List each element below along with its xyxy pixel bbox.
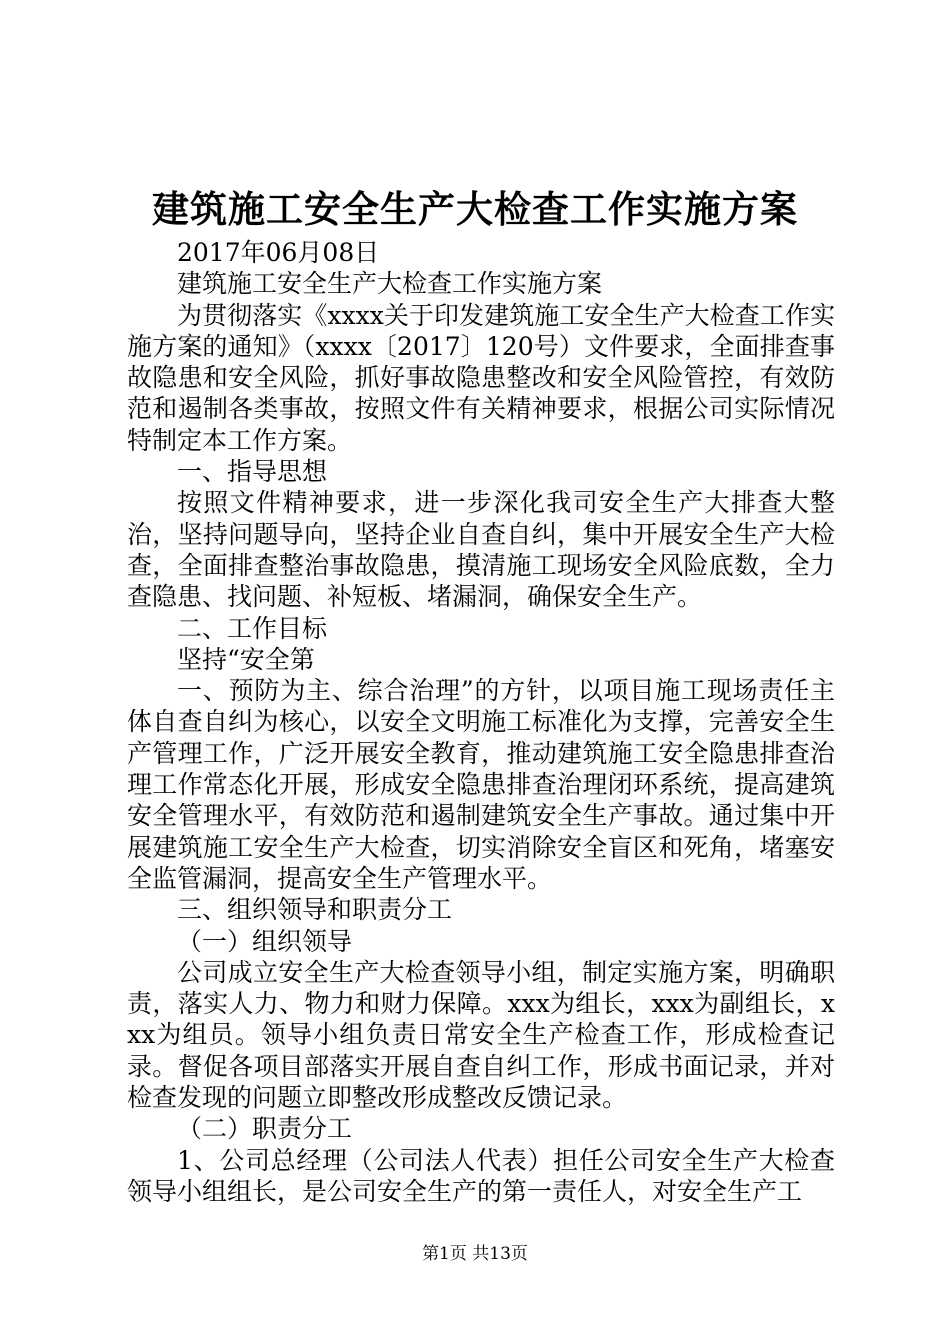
section-heading-guiding-thought: 一、指导思想 bbox=[177, 457, 328, 487]
work-goals-lead: 坚持“安全第 bbox=[177, 644, 315, 674]
date-line: 2017年06月08日 bbox=[177, 238, 380, 267]
subsection-heading-responsibilities: （二）职责分工 bbox=[177, 1114, 353, 1144]
subtitle-line: 建筑施工安全生产大检查工作实施方案 bbox=[177, 269, 603, 299]
intro-paragraph: 为贯彻落实《xxxx关于印发建筑施工安全生产大检查工作实施方案的通知》（xxxx〔2017〕120号）文件要求，全面排查事故隐患和安全风险，抓好事故隐患整改和安全风险管控，有效防范和遏制各类事故，按照文件有关精神要求，根据公司实际情况特制定本工作方案。 bbox=[127, 300, 835, 455]
subsection-heading-leadership: （一）组织领导 bbox=[177, 926, 353, 956]
guiding-thought-paragraph: 按照文件精神要求，进一步深化我司安全生产大排查大整治，坚持问题导向，坚持企业自查自纠，集中开展安全生产大检查，全面排查整治事故隐患，摸清施工现场安全风险底数，全力查隐患、找问题、补短板、堵漏洞，确保安全生产。 bbox=[127, 488, 835, 612]
responsibilities-paragraph: 1、公司总经理（公司法人代表）担任公司安全生产大检查领导小组组长，是公司安全生产的第一责任人，对安全生产工 bbox=[127, 1145, 835, 1206]
document-title: 建筑施工安全生产大检查工作实施方案 bbox=[152, 187, 798, 231]
document-body bbox=[127, 237, 835, 1207]
leadership-paragraph: 公司成立安全生产大检查领导小组，制定实施方案，明确职责，落实人力、物力和财力保障。xxx为组长，xxx为副组长，xxx为组员。领导小组负责日常安全生产检查工作，形成检查记录。督促各项目部落实开展自查自纠工作，形成书面记录，并对检查发现的问题立即整改形成整改反馈记录。 bbox=[127, 957, 835, 1113]
section-heading-work-goals: 二、工作目标 bbox=[177, 613, 328, 643]
section-heading-organization: 三、组织领导和职责分工 bbox=[177, 895, 453, 925]
work-goals-paragraph: 一、预防为主、综合治理”的方针，以项目施工现场责任主体自查自纠为核心，以安全文明施工标准化为支撑，完善安全生产管理工作，广泛开展安全教育，推动建筑施工安全隐患排查治理工作常态化开展，形成安全隐患排查治理闭环系统，提高建筑安全管理水平，有效防范和遏制建筑安全生产事故。通过集中开展建筑施工安全生产大检查，切实消除安全盲区和死角，堵塞安全监管漏洞，提高安全生产管理水平。 bbox=[127, 676, 835, 893]
page-footer: 第1页 共13页 bbox=[422, 1244, 528, 1264]
